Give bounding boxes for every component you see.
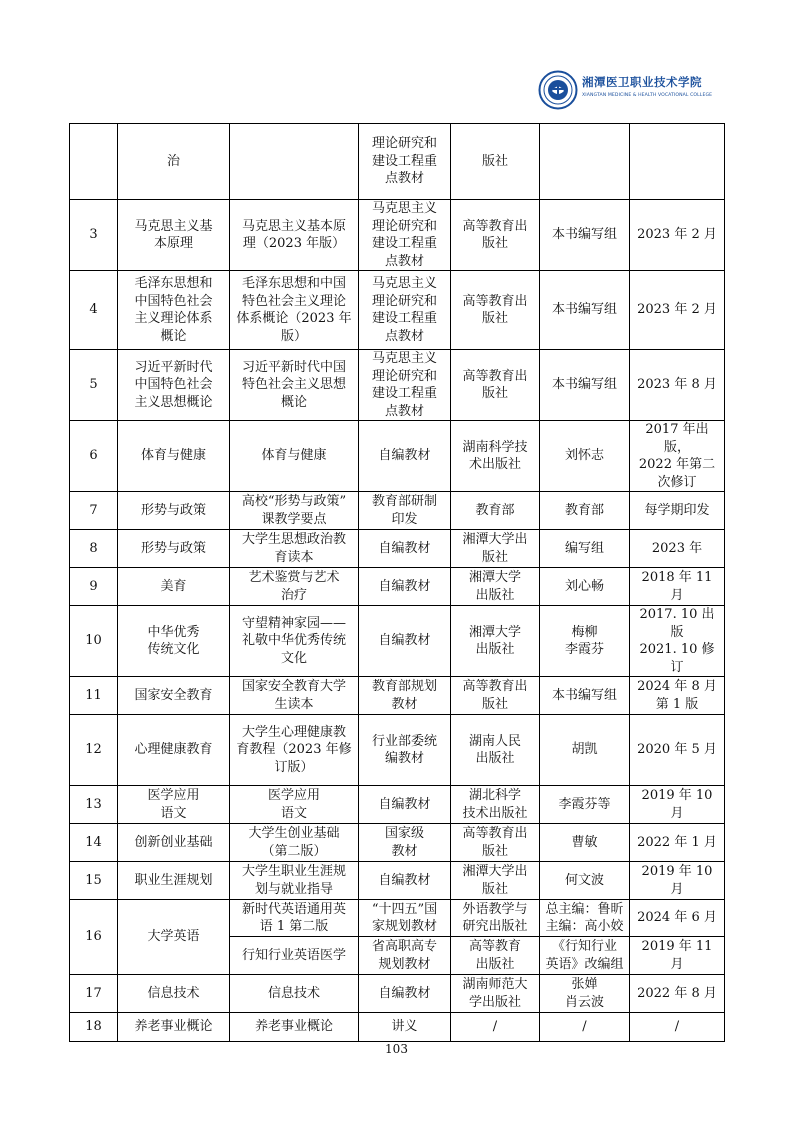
cell-date: 2023 年: [630, 530, 725, 568]
cell-date: 2020 年 5 月: [630, 715, 725, 786]
cell-textbook: 行知行业英语医学: [230, 937, 359, 975]
cell-editor: [540, 124, 630, 200]
cell-textbook: 养老事业概论: [230, 1013, 359, 1042]
cell-textbook: 马克思主义基本原 理（2023 年版）: [230, 200, 359, 271]
cell-textbook: 毛泽东思想和中国 特色社会主义理论 体系概论（2023 年 版）: [230, 271, 359, 350]
cell-type: 马克思主义 理论研究和 建设工程重 点教材: [359, 271, 451, 350]
cell-publisher: 湘潭大学 出版社: [451, 606, 540, 677]
cell-type: 自编教材: [359, 421, 451, 492]
cell-date: 2023 年 2 月: [630, 271, 725, 350]
cell-date: 2019 年 10 月: [630, 786, 725, 824]
cell-editor: 《行知行业 英语》改编组: [540, 937, 630, 975]
cell-publisher: 高等教育出 版社: [451, 200, 540, 271]
cell-course: 中华优秀 传统文化: [118, 606, 230, 677]
table-row: [70, 530, 725, 568]
cell-editor: 本书编写组: [540, 350, 630, 421]
table-row: [70, 568, 725, 606]
cell-textbook: 医学应用 语文: [230, 786, 359, 824]
cell-type: 自编教材: [359, 530, 451, 568]
cell-no: 6: [70, 421, 118, 492]
table-row: [70, 421, 725, 492]
cell-editor: 张婵 肖云波: [540, 975, 630, 1013]
cell-date: /: [630, 1013, 725, 1042]
cell-type: 省高职高专 规划教材: [359, 937, 451, 975]
table-row: [70, 606, 725, 677]
cell-editor: 李霞芬等: [540, 786, 630, 824]
cell-publisher: 高等教育出 版社: [451, 271, 540, 350]
cell-no: 14: [70, 824, 118, 862]
cell-type: 理论研究和 建设工程重 点教材: [359, 124, 451, 200]
cell-editor: /: [540, 1013, 630, 1042]
cell-type: 马克思主义 理论研究和 建设工程重 点教材: [359, 200, 451, 271]
cell-date: 2018 年 11 月: [630, 568, 725, 606]
cell-course: 美育: [118, 568, 230, 606]
cell-type: 行业部委统 编教材: [359, 715, 451, 786]
cell-type: 国家级 教材: [359, 824, 451, 862]
cell-type: “十四五”国 家规划教材: [359, 900, 451, 937]
table-row: [70, 862, 725, 900]
cell-date: 2024 年 8 月 第 1 版: [630, 677, 725, 715]
cell-no: [70, 124, 118, 200]
cell-course: 治: [118, 124, 230, 200]
cell-editor: 何文波: [540, 862, 630, 900]
cell-editor: 本书编写组: [540, 200, 630, 271]
cell-textbook: 高校“形势与政策” 课教学要点: [230, 492, 359, 530]
cell-publisher: 高等教育出 版社: [451, 677, 540, 715]
cell-publisher: 湘潭大学出 版社: [451, 530, 540, 568]
cell-date: 2019 年 10 月: [630, 862, 725, 900]
cell-publisher: 外语教学与 研究出版社: [451, 900, 540, 937]
cell-editor: 刘怀志: [540, 421, 630, 492]
cell-textbook: 国家安全教育大学 生读本: [230, 677, 359, 715]
cell-publisher: /: [451, 1013, 540, 1042]
cell-date: 2023 年 2 月: [630, 200, 725, 271]
cell-no: 16: [70, 900, 118, 975]
cell-editor: 梅柳 李霞芬: [540, 606, 630, 677]
table-row: [70, 271, 725, 350]
cell-textbook: 信息技术: [230, 975, 359, 1013]
cell-type: 自编教材: [359, 568, 451, 606]
cell-no: 10: [70, 606, 118, 677]
college-emblem-icon: [538, 70, 578, 110]
cell-date: 2022 年 1 月: [630, 824, 725, 862]
table-row: [70, 900, 725, 937]
cell-date: 2024 年 6 月: [630, 900, 725, 937]
cell-type: 马克思主义 理论研究和 建设工程重 点教材: [359, 350, 451, 421]
cell-type: 自编教材: [359, 606, 451, 677]
table-row: [70, 824, 725, 862]
cell-date: 2017. 10 出版 2021. 10 修订: [630, 606, 725, 677]
cell-publisher: 湖南科学技 术出版社: [451, 421, 540, 492]
cell-textbook: [230, 124, 359, 200]
cell-publisher: 湖南师范大 学出版社: [451, 975, 540, 1013]
logo-name-cn: 湘潭医卫职业技术学院: [582, 75, 702, 89]
cell-course: 信息技术: [118, 975, 230, 1013]
cell-publisher: 湘潭大学 出版社: [451, 568, 540, 606]
cell-type: 教育部研制 印发: [359, 492, 451, 530]
cell-course: 国家安全教育: [118, 677, 230, 715]
cell-publisher: 教育部: [451, 492, 540, 530]
cell-publisher: 湘潭大学出 版社: [451, 862, 540, 900]
table-row: [70, 975, 725, 1013]
cell-no: 5: [70, 350, 118, 421]
cell-textbook: 大学生职业生涯规 划与就业指导: [230, 862, 359, 900]
cell-publisher: 高等教育 出版社: [451, 937, 540, 975]
cell-editor: 编写组: [540, 530, 630, 568]
cell-course: 形势与政策: [118, 530, 230, 568]
cell-no: 3: [70, 200, 118, 271]
cell-date: 2017 年出版， 2022 年第二 次修订: [630, 421, 725, 492]
cell-course: 医学应用 语文: [118, 786, 230, 824]
cell-course: 创新创业基础: [118, 824, 230, 862]
cell-no: 8: [70, 530, 118, 568]
cell-textbook: 大学生心理健康教 育教程（2023 年修 订版）: [230, 715, 359, 786]
table-row: [70, 124, 725, 200]
cell-date: 每学期印发: [630, 492, 725, 530]
cell-course: 毛泽东思想和 中国特色社会 主义理论体系 概论: [118, 271, 230, 350]
cell-course: 体育与健康: [118, 421, 230, 492]
cell-no: 12: [70, 715, 118, 786]
textbook-table: [69, 123, 725, 1042]
cell-no: 9: [70, 568, 118, 606]
table-row: [70, 677, 725, 715]
college-logo: [538, 70, 738, 112]
cell-course: 大学英语: [118, 900, 230, 975]
cell-date: [630, 124, 725, 200]
cell-textbook: 艺术鉴赏与艺术 治疗: [230, 568, 359, 606]
cell-course: 养老事业概论: [118, 1013, 230, 1042]
cell-textbook: 新时代英语通用英 语 1 第二版: [230, 900, 359, 937]
cell-course: 习近平新时代 中国特色社会 主义思想概论: [118, 350, 230, 421]
cell-type: 教育部规划 教材: [359, 677, 451, 715]
cell-course: 职业生涯规划: [118, 862, 230, 900]
cell-textbook: 习近平新时代中国 特色社会主义思想 概论: [230, 350, 359, 421]
cell-editor: 本书编写组: [540, 677, 630, 715]
table-body: [70, 124, 725, 1042]
cell-date: 2022 年 8 月: [630, 975, 725, 1013]
table-row: [70, 492, 725, 530]
table-row: [70, 1013, 725, 1042]
cell-editor: 刘心畅: [540, 568, 630, 606]
table-row: [70, 715, 725, 786]
cell-course: 形势与政策: [118, 492, 230, 530]
cell-date: 2019 年 11 月: [630, 937, 725, 975]
cell-editor: 总主编：鲁昕 主编：高小姣: [540, 900, 630, 937]
cell-textbook: 体育与健康: [230, 421, 359, 492]
cell-type: 自编教材: [359, 786, 451, 824]
cell-textbook: 大学生创业基础 （第二版）: [230, 824, 359, 862]
table-row: [70, 350, 725, 421]
cell-date: 2023 年 8 月: [630, 350, 725, 421]
cell-course: 心理健康教育: [118, 715, 230, 786]
table-row: [70, 200, 725, 271]
cell-type: 自编教材: [359, 862, 451, 900]
page-number: 103: [385, 1042, 408, 1056]
cell-publisher: 高等教育出 版社: [451, 824, 540, 862]
cell-textbook: 大学生思想政治教 育读本: [230, 530, 359, 568]
cell-no: 15: [70, 862, 118, 900]
cell-textbook: 守望精神家园—— 礼敬中华优秀传统 文化: [230, 606, 359, 677]
logo-name-en: XIANGTAN MEDICINE & HEALTH VOCATIONAL COLLEGE: [582, 93, 713, 98]
cell-course: 马克思主义基 本原理: [118, 200, 230, 271]
cell-no: 17: [70, 975, 118, 1013]
cell-no: 11: [70, 677, 118, 715]
cell-editor: 教育部: [540, 492, 630, 530]
cell-type: 讲义: [359, 1013, 451, 1042]
cell-editor: 胡凯: [540, 715, 630, 786]
cell-publisher: 高等教育出 版社: [451, 350, 540, 421]
cell-no: 18: [70, 1013, 118, 1042]
cell-type: 自编教材: [359, 975, 451, 1013]
cell-editor: 本书编写组: [540, 271, 630, 350]
cell-publisher: 湖南人民 出版社: [451, 715, 540, 786]
table-row: [70, 786, 725, 824]
cell-editor: 曹敏: [540, 824, 630, 862]
cell-publisher: 版社: [451, 124, 540, 200]
cell-publisher: 湖北科学 技术出版社: [451, 786, 540, 824]
cell-no: 13: [70, 786, 118, 824]
cell-no: 4: [70, 271, 118, 350]
cell-no: 7: [70, 492, 118, 530]
